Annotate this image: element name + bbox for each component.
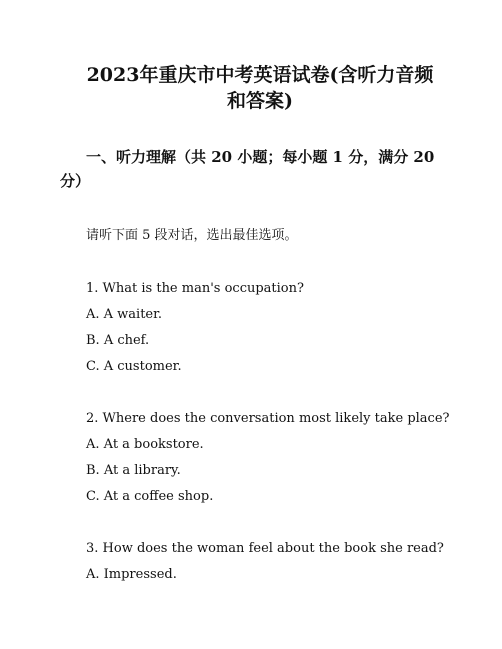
question-stem: 2. Where does the conversation most likely take place? xyxy=(86,411,450,426)
section-instructions: 请听下面 5 段对话，选出最佳选项。 xyxy=(86,228,298,243)
section-heading xyxy=(60,145,436,193)
section-heading-line-2: 分） xyxy=(60,172,91,190)
question-3 xyxy=(86,536,466,588)
question-1 xyxy=(86,276,466,380)
option-c: C. At a coffee shop. xyxy=(86,489,214,504)
option-b: B. A chef. xyxy=(86,333,150,348)
question-list xyxy=(86,276,466,614)
question-stem: 3. How does the woman feel about the book she read? xyxy=(86,541,444,556)
document-title xyxy=(60,62,460,114)
question-stem: 1. What is the man's occupation? xyxy=(86,281,304,296)
option-a: A. At a bookstore. xyxy=(86,437,204,452)
option-b: B. At a library. xyxy=(86,463,181,478)
option-a: A. Impressed. xyxy=(86,567,177,582)
question-2 xyxy=(86,406,466,510)
option-c: C. A customer. xyxy=(86,359,182,374)
option-a: A. A waiter. xyxy=(86,307,163,322)
section-heading-line-1: 一、听力理解（共 20 小题；每小题 1 分，满分 20 xyxy=(86,148,435,166)
document-title-line-2: 和答案) xyxy=(227,90,293,112)
document-title-line-1: 2023年重庆市中考英语试卷(含听力音频 xyxy=(86,64,434,86)
